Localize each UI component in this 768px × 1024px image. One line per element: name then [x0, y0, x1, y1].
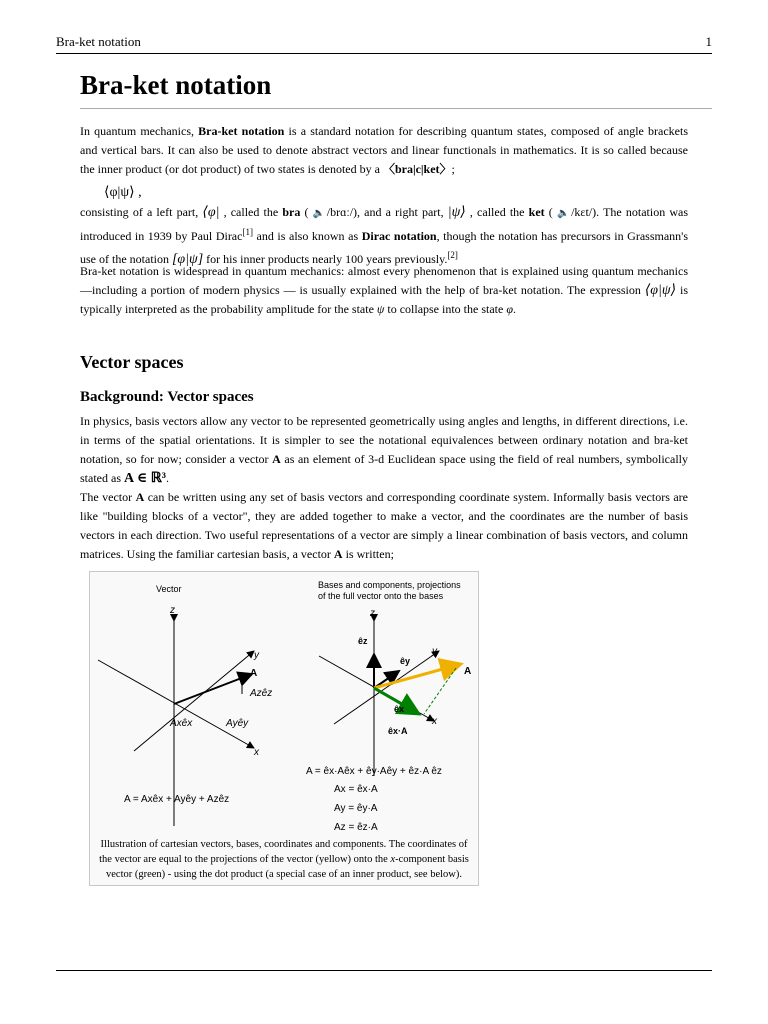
right-label-ey: êy: [400, 656, 411, 666]
left-panel-title: Vector: [156, 584, 182, 594]
body-text: is written;: [342, 547, 394, 561]
intro-text: for his inner products nearly 100 years previously.: [203, 252, 448, 266]
intro-text: , called the: [465, 205, 529, 219]
caption-text: Illustration of cartesian vectors, bases, coordinates and components. The coordinates of the vector are equal to the projections of the vector (yellow) onto the: [99, 839, 468, 865]
right-panel-title-2: of the full vector onto the bases: [318, 591, 444, 601]
formula-inner-product: ⟨φ|ψ⟩ ,: [104, 185, 142, 200]
figure-caption: [94, 837, 474, 882]
intro-paragraph-2: [80, 203, 688, 269]
left-vector-a: [174, 674, 252, 704]
body-text: as an element of 3-d Euclidean space using the field of real numbers, symbolically stated as: [80, 452, 689, 485]
reference-2-link[interactable]: [2]: [447, 250, 458, 260]
phi-symbol: φ: [506, 302, 513, 316]
equation-right-1: A = êx·Aêx + êy·Aêy + êz·A êz: [306, 766, 442, 777]
right-label-exa: êx·A: [388, 726, 408, 736]
term-dirac-notation: Dirac notation: [361, 229, 437, 243]
right-label-y: y: [432, 646, 437, 657]
psi-symbol: ψ: [376, 302, 385, 316]
term-ket: ket: [528, 205, 545, 219]
inner-product-symbol: ⟨φ|ψ⟩: [644, 283, 677, 298]
running-header: [56, 34, 712, 52]
left-label-ayey: Ayêy: [226, 718, 249, 729]
right-y-axis: [334, 651, 439, 724]
intro-text: (: [300, 205, 313, 219]
bra-symbol: ⟨φ|: [202, 205, 220, 220]
section-heading-vector-spaces: Vector spaces: [80, 352, 184, 372]
left-y-axis: [134, 651, 254, 751]
real-space-symbol: A ∈ ℝ³: [124, 471, 166, 486]
equation-right-3: Ay = êy·A: [334, 803, 378, 814]
right-axes: [319, 621, 461, 776]
intro-paragraph-3: [80, 262, 688, 319]
right-label-x: x: [432, 716, 437, 727]
right-vector-a-yellow: [374, 664, 461, 688]
speaker-icon[interactable]: 🔈: [312, 208, 326, 219]
left-label-x: x: [254, 747, 259, 758]
term-bra-ket-notation: Bra-ket notation: [198, 124, 285, 138]
left-label-y: y: [254, 650, 259, 661]
vector-a-symbol: A: [333, 547, 343, 561]
equation-right-2: Ax = êx·A: [334, 784, 378, 795]
intro-text: is typically interpreted as the probability amplitude for the state: [80, 283, 688, 316]
intro-text: to collapse into the state: [384, 302, 507, 316]
left-label-a: A: [250, 668, 258, 679]
intro-text: .: [512, 302, 516, 316]
intro-text: ;: [451, 162, 455, 176]
running-header-title: Bra-ket notation: [56, 34, 141, 49]
right-label-ez: êz: [358, 636, 368, 646]
intro-text: is a standard notation for describing quantum states, composed of angle brackets and vertical bars. It can also be used to denote abstract vectors and linear functionals in mathematics. It is so called because the inner product (or dot product) of two states is denoted by a: [80, 124, 689, 176]
intro-text: (: [544, 205, 557, 219]
title-rule: [80, 108, 712, 109]
intro-text: Bra-ket notation is widespread in quantum mechanics: almost every phenomenon that is explained using quantum mechanics—including a portion of modern physics — is usually explained with the help of bra-ket notation. The expression: [80, 264, 688, 297]
term-bracket: 〈bra|c|ket〉: [382, 162, 452, 176]
page-number: 1: [705, 34, 712, 49]
intro-paragraph-1: [80, 122, 688, 179]
intro-text: consisting of a left part,: [80, 205, 203, 219]
speaker-icon[interactable]: 🔈: [556, 208, 570, 219]
body-text: .: [166, 471, 169, 485]
grassmann-notation: [φ|ψ]: [171, 252, 204, 267]
body-text: In physics, basis vectors allow any vector to be represented geometrically using angles and lengths, in different directions, i.e. in terms of the spatial orientations. It is simpler to see the notational equivalences between ordinary notation and bra-ket notation, so for now; consider a vector: [80, 414, 688, 466]
reference-1-link[interactable]: [1]: [242, 227, 253, 237]
intro-text: In quantum mechanics,: [80, 124, 199, 138]
left-label-axex: Axêx: [170, 718, 193, 729]
right-projection-line: [424, 668, 456, 714]
background-paragraph-2: [80, 488, 688, 564]
vector-a-symbol: A: [135, 490, 145, 504]
equation-right-4: Az = êz·A: [334, 822, 378, 833]
ket-symbol: |ψ⟩: [447, 205, 466, 220]
background-paragraph-1: [80, 412, 688, 488]
right-label-ex: êx: [394, 704, 405, 714]
right-label-a: A: [464, 666, 472, 677]
intro-text: , though the notation has precursors in Grassmann's use of the notation: [80, 229, 689, 266]
equation-left: A = Axêx + Ayêy + Azêz: [124, 794, 230, 805]
left-label-azez: Azêz: [250, 688, 273, 699]
body-text: can be written using any set of basis vectors and corresponding coordinate system. Informally basis vectors are like "building blocks of a vector", they are added together to make a vector, and the coordinates are the number of basis vectors in each direction. Two useful representations of a vector are simply a linear combination of basis vectors, and column matrices. Using the familiar cartesian basis, a vector: [80, 490, 688, 561]
vector-diagram: [94, 576, 474, 836]
footer-rule: [56, 970, 712, 971]
intro-text: and is also known as: [252, 229, 362, 243]
term-bra: bra: [282, 205, 301, 219]
right-panel-title-1: Bases and components, projections: [318, 580, 461, 590]
left-label-z: z: [170, 605, 175, 616]
cartesian-vectors-figure: [89, 571, 479, 886]
header-rule: [56, 53, 712, 54]
ket-pronunciation: /kɛt/). The notation was introduced in 1939 by Paul Dirac: [80, 205, 689, 243]
caption-x: x: [390, 854, 396, 865]
subsection-heading-background: Background: Vector spaces: [80, 389, 254, 405]
right-label-z: z: [370, 608, 375, 619]
page-title: Bra-ket notation: [80, 70, 272, 100]
intro-text: , called the: [219, 205, 283, 219]
body-text: The vector: [80, 490, 136, 504]
bra-pronunciation: /brɑː/), and a right part,: [322, 205, 448, 219]
caption-text: -component basis vector (green) - using the dot product (a special case of an inner product, see below).: [106, 854, 469, 880]
vector-a-symbol: A: [272, 452, 281, 466]
